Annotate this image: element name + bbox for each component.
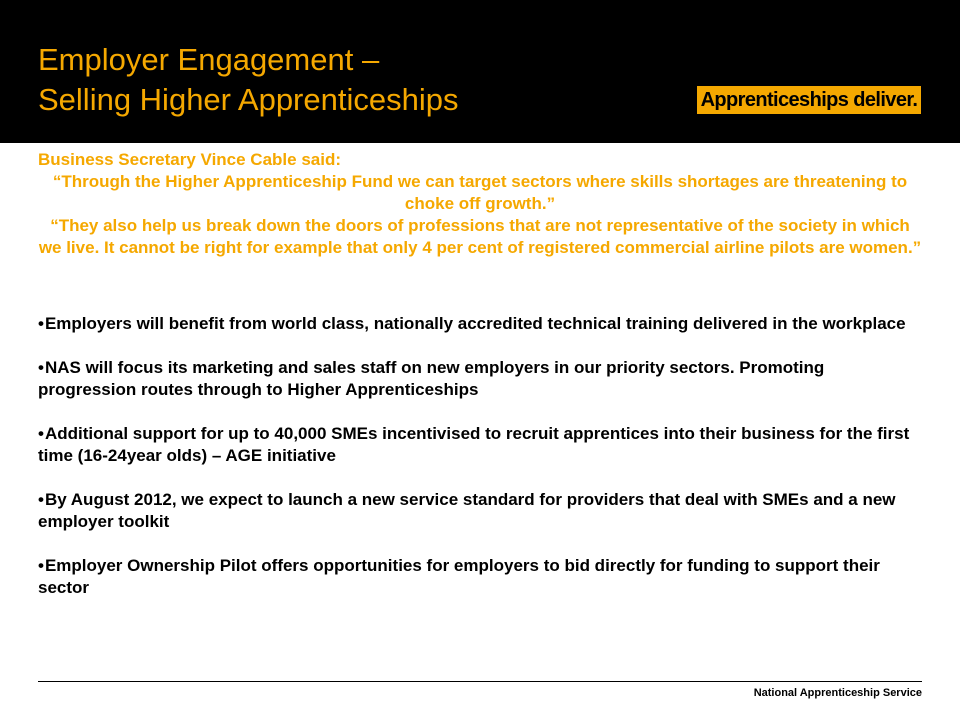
bullet-item [38, 489, 922, 533]
bullet-item [38, 313, 922, 335]
bullet-item [38, 555, 922, 599]
bullet-text: Employers will benefit from world class, nationally accredited technical training delivered in the workplace [44, 314, 906, 333]
bullet-dot-icon: • [38, 556, 44, 575]
bullet-dot-icon: • [38, 358, 44, 377]
bullet-text: NAS will focus its marketing and sales staff on new employers in our priority sectors. Promoting progression routes through to Higher Apprenticeships [38, 358, 825, 399]
bullet-text: By August 2012, we expect to launch a new service standard for providers that deal with SMEs and a new employer toolkit [38, 490, 896, 531]
apprenticeships-deliver-logo: Apprenticeships deliver. [697, 86, 921, 114]
bullet-dot-icon: • [38, 314, 44, 333]
bullet-item [38, 357, 922, 401]
bullet-list [38, 313, 922, 621]
bullet-dot-icon: • [38, 424, 44, 443]
footer-divider [38, 681, 922, 682]
bullet-text: Additional support for up to 40,000 SMEs incentivised to recruit apprentices into their business for the first time (16-24year olds) – AGE initiative [38, 424, 910, 465]
bullet-item [38, 423, 922, 467]
slide-title-line-1: Employer Engagement – [38, 42, 380, 77]
quote-speaker: Business Secretary Vince Cable said: [38, 150, 342, 169]
quote-2: “They also help us break down the doors of professions that are not representative of the society in which we live. It cannot be right for example that only 4 per cent of registered commercial airline pilots are women.” [38, 216, 922, 257]
bullet-dot-icon: • [38, 490, 44, 509]
footer-organization-name: National Apprenticeship Service [753, 687, 922, 699]
slide-title-line-2: Selling Higher Apprenticeships [38, 82, 459, 117]
quote-section [38, 149, 922, 259]
bullet-text: Employer Ownership Pilot offers opportunities for employers to bid directly for funding to support their sector [38, 556, 880, 597]
slide-title [38, 40, 458, 120]
quote-1: “Through the Higher Apprenticeship Fund we can target sectors where skills shortages are threatening to choke off growth.” [52, 172, 908, 213]
header-banner [0, 0, 960, 143]
